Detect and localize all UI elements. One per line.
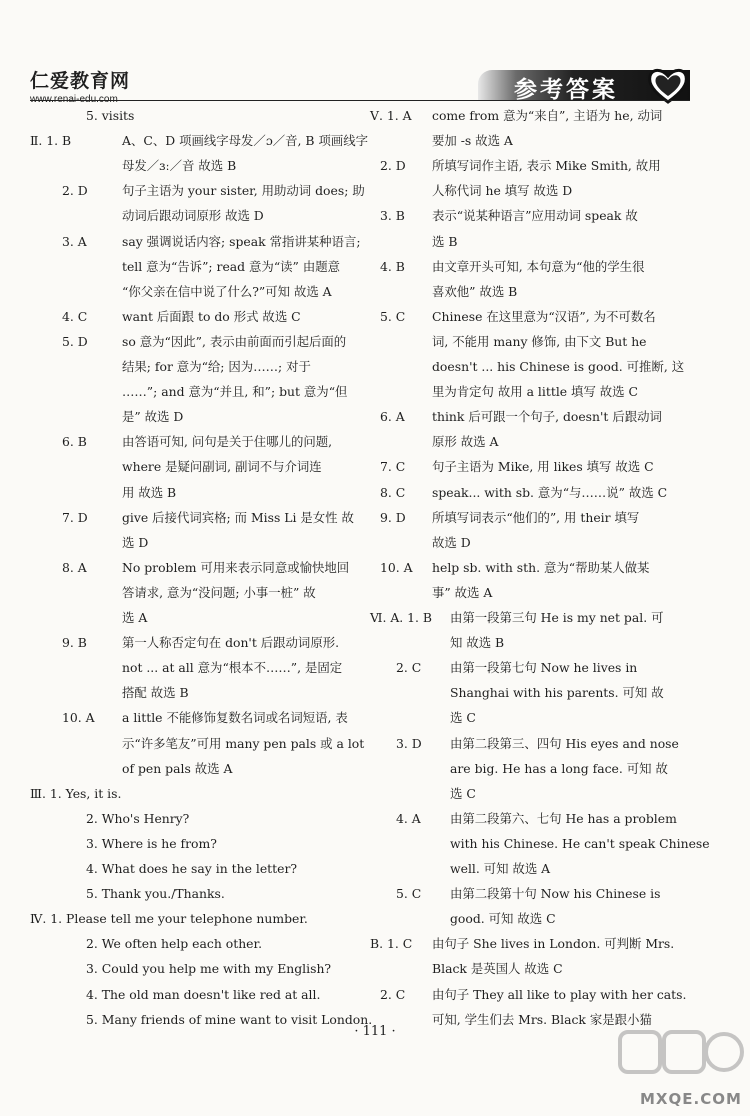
answer-label: 7. D <box>62 509 88 525</box>
banner-title: 参考答案 <box>514 77 618 103</box>
brand-name: 仁爱教育网 <box>30 70 131 92</box>
answer-line <box>30 909 340 929</box>
answer-label: 4. B <box>380 258 405 274</box>
answer-label: 2. D <box>62 183 88 199</box>
page-number: · 111 · <box>354 1024 396 1039</box>
answer-line <box>30 533 340 553</box>
answer-line <box>30 734 365 754</box>
answer-line <box>30 784 340 804</box>
answer-line <box>370 859 674 879</box>
answer-text: give 后接代词宾格; 而 Miss Li 是女性 故 <box>122 509 354 525</box>
answer-label: 9. B <box>62 635 87 651</box>
answer-text: 由答语可知, 问句是关于住哪儿的问题, <box>122 434 333 450</box>
answer-text: 3. Where is he from? <box>86 835 217 851</box>
answer-line <box>370 508 674 528</box>
answer-label: Ⅳ. 1. Please tell me your telephone number. <box>30 911 308 927</box>
answer-text: 知 故选 B <box>450 635 505 651</box>
answer-text: “你父亲在信中说了什么?”可知 故选 A <box>122 283 332 299</box>
answer-line <box>370 156 674 176</box>
answer-line <box>370 884 674 904</box>
answer-text: 人称代词 he 填写 故选 D <box>432 183 573 199</box>
answer-text: where 是疑问副词, 副词不与介词连 <box>122 459 322 475</box>
answer-line <box>370 608 674 628</box>
answer-line <box>370 985 687 1005</box>
answer-line <box>30 382 348 402</box>
answer-line <box>370 357 685 377</box>
answer-label: 5. C <box>396 886 422 902</box>
answer-label: 3. A <box>62 233 87 249</box>
answer-text: 选 D <box>122 534 149 550</box>
answer-text: Shanghai with his parents. 可知 故 <box>450 685 664 701</box>
answer-text: 句子主语为 Mike, 用 likes 填写 故选 C <box>432 459 654 475</box>
answer-line <box>370 432 674 452</box>
answer-text: 由第二段第六、七句 He has a problem <box>450 810 677 826</box>
answer-text: 选 A <box>122 610 148 625</box>
answer-line <box>370 181 674 201</box>
answer-line <box>370 307 674 327</box>
answer-text: 由第二段第三、四句 His eyes and nose <box>450 735 679 751</box>
answer-line <box>30 508 354 528</box>
answer-line <box>30 759 340 779</box>
answer-label: 2. C <box>396 660 422 676</box>
answer-text: 答请求, 意为“没问题; 小事一桩” 故 <box>122 584 316 600</box>
answer-text: 是” 故选 D <box>122 409 184 425</box>
answer-text: 故选 D <box>432 534 471 550</box>
answer-line <box>30 558 350 578</box>
answer-text: 母发／ɜː／音 故选 B <box>122 158 237 174</box>
answer-line <box>370 784 674 804</box>
answer-label: 3. D <box>396 735 422 751</box>
answer-text: of pen pals 故选 A <box>122 760 233 776</box>
answer-text: come from 意为“来自”, 主语为 he, 动词 <box>432 108 663 123</box>
answer-text: No problem 可用来表示同意或愉快地回 <box>122 559 350 575</box>
answer-line <box>370 382 674 402</box>
answer-line <box>30 959 340 979</box>
answer-line <box>30 181 365 201</box>
answer-text: 选 C <box>450 785 476 801</box>
answer-line <box>370 583 674 603</box>
answer-label: Ⅲ. 1. Yes, it is. <box>30 785 122 801</box>
answer-line <box>30 457 340 477</box>
answer-line <box>30 483 340 503</box>
answer-label: 10. A <box>380 559 413 575</box>
answer-text: 2. We often help each other. <box>86 936 263 952</box>
answer-text: 所填写词作主语, 表示 Mike Smith, 故用 <box>432 158 661 174</box>
answer-text: 句子主语为 your sister, 用助动词 does; 助 <box>122 183 365 199</box>
answer-text: 由第一段第七句 Now he lives in <box>450 660 638 676</box>
answer-text: 由第二段第十句 Now his Chinese is <box>450 886 661 902</box>
answer-line <box>370 909 674 929</box>
answer-text: 选 C <box>450 710 476 726</box>
answer-line <box>370 106 674 126</box>
answer-line <box>370 959 674 979</box>
answer-line <box>30 232 361 252</box>
answer-line <box>30 708 348 728</box>
answer-text: 5. Thank you./Thanks. <box>86 886 225 902</box>
answer-text: help sb. with sth. 意为“帮助某人做某 <box>432 559 650 575</box>
answer-line <box>30 934 340 954</box>
answer-line <box>30 683 340 703</box>
answer-text: A、C、D 项画线字母发／ɔ／音, B 项画线字 <box>122 133 369 149</box>
answer-text: 由句子 They all like to play with her cats. <box>432 986 687 1002</box>
header-rule <box>30 100 690 101</box>
answer-line <box>370 131 674 151</box>
answer-line <box>30 307 340 327</box>
answer-label: B. 1. C <box>370 936 413 952</box>
answer-text: 2. Who's Henry? <box>86 810 190 826</box>
answer-line <box>370 332 674 352</box>
answer-text: want 后面跟 to do 形式 故选 C <box>122 308 301 324</box>
answer-line <box>30 206 340 226</box>
answer-label: 10. A <box>62 710 95 726</box>
answer-line <box>30 608 340 628</box>
answer-label: 5. C <box>380 308 406 324</box>
answer-label: 3. B <box>380 208 405 224</box>
answer-line <box>30 809 340 829</box>
answer-line <box>30 357 340 377</box>
answer-text: 选 B <box>432 233 458 249</box>
answer-line <box>370 683 674 703</box>
answer-line <box>30 633 340 653</box>
answer-line <box>370 658 674 678</box>
answer-text: 4. The old man doesn't like red at all. <box>86 986 321 1002</box>
answer-line <box>370 257 674 277</box>
answer-label: 2. D <box>380 158 406 174</box>
answer-label: Ⅴ. 1. A <box>370 108 412 123</box>
answer-line <box>30 332 347 352</box>
answer-label: 2. C <box>380 986 406 1002</box>
answer-text: 示“许多笔友”可用 many pen pals 或 a lot <box>122 735 365 751</box>
answer-line <box>30 156 340 176</box>
answer-line <box>30 834 340 854</box>
answer-label: Ⅱ. 1. B <box>30 133 72 149</box>
answer-line <box>30 131 369 151</box>
answer-line <box>370 558 674 578</box>
answer-text: 里为肯定句 故用 a little 填写 故选 C <box>432 384 638 400</box>
answer-line <box>30 583 340 603</box>
answer-line <box>370 282 674 302</box>
answer-line <box>370 633 674 653</box>
answer-text: 原形 故选 A <box>432 434 499 450</box>
answer-text: 用 故选 B <box>122 484 177 500</box>
answer-text: 4. What does he say in the letter? <box>86 861 298 876</box>
answer-line <box>30 257 340 277</box>
answer-text: good. 可知 故选 C <box>450 911 556 927</box>
answer-text: are big. He has a long face. 可知 故 <box>450 760 668 776</box>
answer-line <box>370 407 674 427</box>
answer-text: Chinese 在这里意为“汉语”, 为不可数名 <box>432 308 656 324</box>
answer-text: 5. visits <box>86 108 135 123</box>
answer-line <box>370 834 710 854</box>
answer-text: with his Chinese. He can't speak Chinese <box>450 835 710 851</box>
answer-line <box>30 859 340 879</box>
answer-label: 4. A <box>396 810 421 826</box>
answer-text: 喜欢他” 故选 B <box>432 283 518 299</box>
answer-line <box>30 884 340 904</box>
answer-text: 词, 不能用 many 修饰, 由下文 But he <box>432 333 647 349</box>
answer-line <box>370 734 679 754</box>
answer-line <box>370 533 674 553</box>
answer-label: 6. B <box>62 434 87 450</box>
answer-line <box>30 658 343 678</box>
answer-line <box>370 483 674 503</box>
answer-label: 6. A <box>380 409 405 425</box>
answer-text: 可知, 学生们去 Mrs. Black 家是跟小猫 <box>432 1011 652 1027</box>
brand-url: www.renai-edu.com <box>30 94 118 105</box>
answer-line <box>30 282 340 302</box>
watermark-text: MXQE.COM <box>640 1090 742 1108</box>
answer-text: not ... at all 意为“根本不……”, 是固定 <box>122 660 343 676</box>
answer-text: 第一人称否定句在 don't 后跟动词原形. <box>122 635 340 651</box>
answer-text: ……”; and 意为“并且, 和”; but 意为“但 <box>122 384 348 400</box>
answer-line <box>370 457 674 477</box>
answer-text: 由句子 She lives in London. 可判断 Mrs. <box>432 936 675 952</box>
answer-line <box>370 206 674 226</box>
answer-label: 4. C <box>62 308 88 324</box>
answer-text: 结果; for 意为“给; 因为……; 对于 <box>122 359 311 374</box>
answer-text: doesn't ... his Chinese is good. 可推断, 这 <box>432 359 685 374</box>
answer-text: tell 意为“告诉”; read 意为“读” 由题意 <box>122 258 340 274</box>
answer-text: well. 可知 故选 A <box>450 861 551 876</box>
answer-line <box>30 432 340 452</box>
answer-line <box>30 985 340 1005</box>
answer-text: Black 是英国人 故选 C <box>432 961 563 977</box>
answer-text: 事” 故选 A <box>432 584 493 600</box>
answer-text: 要加 -s 故选 A <box>432 133 513 149</box>
answer-label: 8. A <box>62 559 87 575</box>
answer-text: say 强调说话内容; speak 常指讲某种语言; <box>122 233 361 249</box>
answer-label: 9. D <box>380 509 406 525</box>
answer-label: 8. C <box>380 484 406 500</box>
answer-line <box>370 759 674 779</box>
answer-text: so 意为“因此”, 表示由前面而引起后面的 <box>122 333 347 349</box>
answer-text: speak... with sb. 意为“与……说” 故选 C <box>432 484 668 500</box>
answer-text: 由文章开头可知, 本句意为“他的学生很 <box>432 258 645 274</box>
answer-text: a little 不能修饰复数名词或名词短语, 表 <box>122 710 348 726</box>
answer-text: think 后可跟一个句子, doesn't 后跟动词 <box>432 409 662 425</box>
answer-label: 7. C <box>380 459 406 475</box>
answer-label: 5. D <box>62 333 88 349</box>
answer-text: 所填写词表示“他们的”, 用 their 填写 <box>432 509 640 525</box>
answer-text: 3. Could you help me with my English? <box>86 961 332 977</box>
answer-text: 表示“说某种语言”应用动词 speak 故 <box>432 208 638 224</box>
answer-line <box>30 106 340 126</box>
answer-text: 搭配 故选 B <box>122 685 189 701</box>
answer-line <box>370 809 677 829</box>
answer-text: 由第一段第三句 He is my net pal. 可 <box>450 610 664 625</box>
answer-label: Ⅵ. A. 1. B <box>370 610 433 625</box>
answer-text: 动词后跟动词原形 故选 D <box>122 208 264 224</box>
answer-line <box>370 708 674 728</box>
answer-text: 5. Many friends of mine want to visit London. <box>86 1011 373 1027</box>
answer-line <box>30 407 340 427</box>
answer-line <box>370 232 674 252</box>
answer-line <box>370 934 674 954</box>
